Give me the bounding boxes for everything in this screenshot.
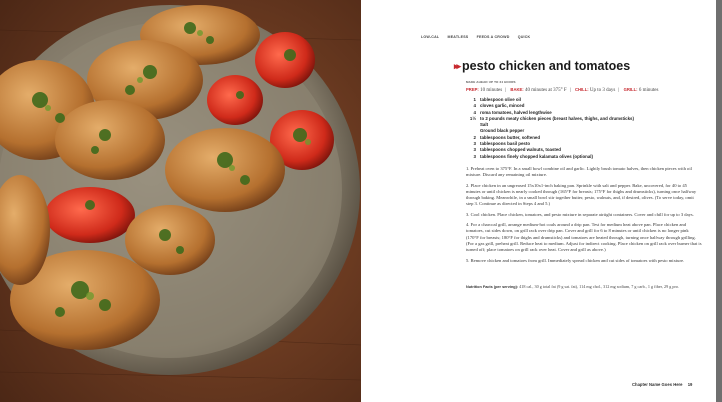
method-steps	[466, 166, 702, 268]
method-step	[466, 183, 702, 208]
method-step	[466, 212, 702, 218]
tag-low-cal: LOW-CAL	[421, 35, 440, 39]
chapter-name: Chapter Name Goes Here	[632, 382, 683, 387]
step-number: 5.	[466, 257, 470, 263]
step-number: 2.	[466, 182, 470, 188]
ingredient-text: tablespoons finely chopped kalamata olives (optional)	[480, 153, 593, 159]
nutrition-label: Nutrition Facts (per serving):	[466, 285, 519, 289]
step-text: Cool chicken. Place chicken, tomatoes, and pesto mixture in separate airtight containers. Cover and chill for up to 3 days.	[470, 211, 694, 217]
step-number: 1.	[466, 166, 470, 171]
step-number: 3.	[466, 211, 470, 217]
recipe-title-row	[454, 59, 630, 73]
make-ahead-note: MAKE AHEAD UP TO 24 HOURS	[466, 80, 516, 84]
bake-value: 40 minutes at 375° F	[524, 88, 567, 93]
ingredient-qty: 3	[473, 147, 476, 153]
step-text: Place chicken in an ungreased 15x10x1-inch baking pan. Sprinkle with salt and pepper. Bake, uncovered, for 40 to 45 minutes or until chicken is nearly cooked through (165°F for breasts; 175°F for thighs and drumsticks), turning once halfway through baking. Meanwhile, in a small bowl stir together butter, pesto, walnuts, and, if desired, olives. (To serve today, omit step 3. Continue as directed in Steps 4 and 5.)	[466, 182, 697, 207]
tag-quick: QUICK	[517, 35, 531, 39]
prep-label: PREP:	[466, 87, 479, 92]
ingredient-item	[466, 154, 706, 160]
step-text: For a charcoal grill, arrange medium-hot coals around a drip pan. Test for medium heat above pan. Place chicken and tomatoes, cut sides down, on grill rack over drip pan. Cover and grill for 6 to 8 minutes or until chicken is no longer pink (170°F for breasts; 180°F for thighs and drumsticks) and tomatoes are heated through, turning once halfway through grilling. (For a gas grill, preheat grill. Reduce heat to medium. Adjust for indirect cooking. Place chicken on grill rack over burner that is turned off; place tomatoes on grill rack over heat. Cover and grill as above.)	[466, 222, 702, 253]
bake-label: BAKE:	[510, 87, 524, 92]
title-arrows-icon: ▸▸	[454, 60, 460, 71]
grill-label: GRILL:	[623, 87, 638, 92]
ingredient-text: cloves garlic, minced	[480, 103, 525, 109]
ingredient-qty: 2	[473, 134, 476, 140]
step-number: 4.	[466, 222, 470, 228]
ingredient-qty: 4	[473, 103, 476, 109]
ingredient-text: Salt	[480, 122, 489, 128]
step-text: Preheat oven to 375°F. In a small bowl combine oil and garlic. Lightly brush tomato halves, then chicken pieces with oil mixture. Discard any remaining oil mixture.	[466, 166, 692, 178]
ingredient-text: Ground black pepper	[480, 128, 525, 134]
ingredient-qty: 3	[473, 141, 476, 147]
chill-value: Up to 3 days	[589, 88, 616, 93]
grill-value: 6 minutes	[638, 88, 659, 93]
category-tags	[421, 35, 537, 39]
ingredient-qty: 4	[473, 109, 476, 115]
recipe-title: pesto chicken and tomatoes	[462, 59, 631, 73]
tag-meatless: MEATLESS	[447, 35, 469, 39]
ingredient-qty: 1½	[469, 115, 476, 121]
page-number: 19	[687, 382, 693, 387]
time-info: PREP: 10 minutes | BAKE: 40 minutes at 375° F | CHILL: Up to 3 days | GRILL: 6 minutes	[466, 87, 659, 93]
method-step	[466, 166, 702, 179]
page-footer	[632, 382, 692, 387]
ingredient-qty: 1	[473, 97, 476, 102]
nutrition-text: 418 cal., 30 g total fat (9 g sat. fat), 114 mg chol., 312 mg sodium, 7 g carb., 1 g fiber, 29 g pro.	[519, 284, 679, 289]
tag-feeds-a-crowd: FEEDS A CROWD	[476, 35, 510, 39]
ingredient-text: tablespoons chopped walnuts, toasted	[480, 147, 561, 153]
ingredient-text: tablespoons basil pesto	[480, 141, 531, 147]
method-step	[466, 222, 702, 253]
method-step	[466, 258, 702, 264]
ingredient-text: to 2 pounds meaty chicken pieces (breast halves, thighs, and drumsticks)	[480, 115, 634, 121]
ingredient-qty: 3	[473, 153, 476, 159]
prep-value: 10 minutes	[480, 88, 503, 93]
page-edge	[716, 0, 722, 402]
step-text: Remove chicken and tomatoes from grill. Immediately spread chicken and cut sides of tomatoes with pesto mixture.	[470, 257, 685, 263]
ingredient-list	[466, 97, 706, 160]
ingredient-text: tablespoons butter, softened	[480, 134, 541, 140]
chill-label: CHILL:	[574, 87, 589, 92]
recipe-page	[361, 0, 716, 402]
ingredient-text: roma tomatoes, halved lengthwise	[480, 109, 552, 115]
ingredient-text: tablespoon olive oil	[480, 97, 521, 102]
nutrition-facts	[466, 284, 702, 291]
